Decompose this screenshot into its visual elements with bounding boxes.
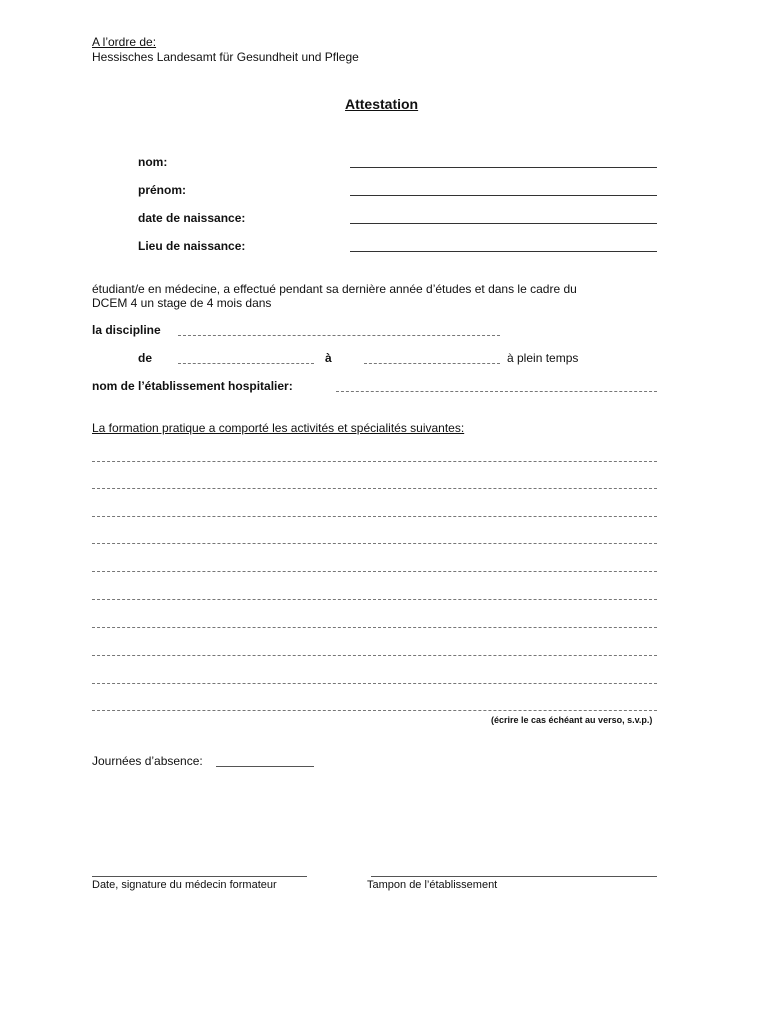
field-line-lieu-naissance[interactable]: [350, 251, 657, 252]
activity-line[interactable]: [92, 461, 657, 462]
activities-heading: La formation pratique a comporté les activités et spécialités suivantes:: [92, 421, 465, 435]
activity-line[interactable]: [92, 543, 657, 544]
field-label-date-naissance: date de naissance:: [138, 211, 246, 225]
statement-line-1: étudiant/e en médecine, a effectué pendant sa dernière année d’études et dans le cadre du: [92, 282, 577, 296]
signature-label-left: Date, signature du médecin formateur: [92, 879, 277, 891]
activity-line[interactable]: [92, 627, 657, 628]
activity-line[interactable]: [92, 599, 657, 600]
addressee-line-2: Hessisches Landesamt für Gesundheit und Pflege: [92, 50, 359, 64]
field-line-nom[interactable]: [350, 167, 657, 168]
field-line-date-naissance[interactable]: [350, 223, 657, 224]
activity-line[interactable]: [92, 683, 657, 684]
field-label-nom: nom:: [138, 155, 168, 169]
activities-note: (écrire le cas échéant au verso, s.v.p.): [491, 715, 653, 725]
activity-line[interactable]: [92, 655, 657, 656]
activity-line[interactable]: [92, 488, 657, 489]
hospital-field-line[interactable]: [336, 391, 657, 392]
discipline-label: la discipline: [92, 323, 161, 337]
field-label-lieu-naissance: Lieu de naissance:: [138, 239, 246, 253]
activity-line[interactable]: [92, 710, 657, 711]
field-line-prenom[interactable]: [350, 195, 657, 196]
activity-line[interactable]: [92, 516, 657, 517]
stamp-line-right[interactable]: [371, 876, 657, 877]
period-suffix: à plein temps: [507, 351, 579, 365]
absence-label: Journées d’absence:: [92, 754, 203, 768]
statement-line-2: DCEM 4 un stage de 4 mois dans: [92, 296, 272, 310]
discipline-field-line[interactable]: [178, 335, 500, 336]
hospital-label: nom de l’établissement hospitalier:: [92, 379, 293, 393]
addressee-line-1: A l’ordre de:: [92, 35, 157, 49]
period-from-label: de: [138, 351, 153, 365]
period-to-label: à: [325, 351, 332, 365]
activity-line[interactable]: [92, 571, 657, 572]
signature-line-left[interactable]: [92, 876, 307, 877]
page-title: Attestation: [345, 96, 419, 112]
period-to-field-line[interactable]: [364, 363, 500, 364]
absence-field-line[interactable]: [216, 766, 314, 767]
stamp-label-right: Tampon de l’établissement: [367, 879, 498, 891]
period-from-field-line[interactable]: [178, 363, 314, 364]
field-label-prenom: prénom:: [138, 183, 186, 197]
